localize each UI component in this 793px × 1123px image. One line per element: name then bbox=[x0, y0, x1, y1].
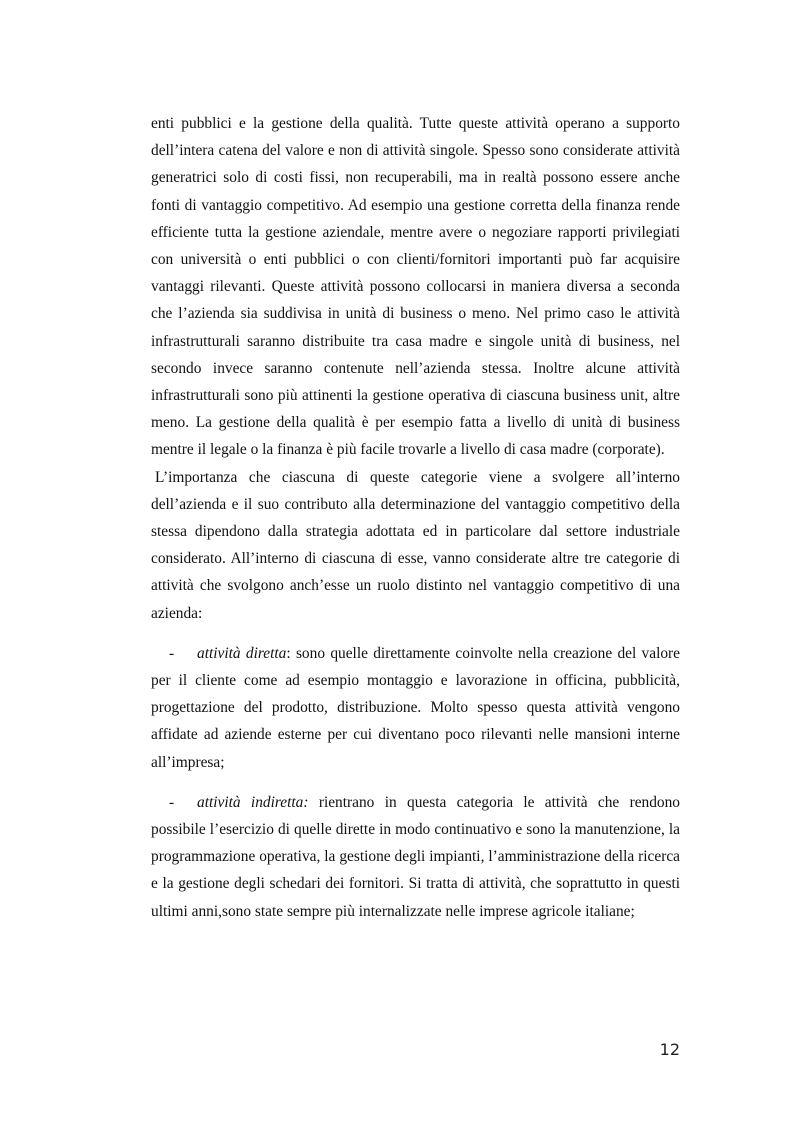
page-body bbox=[151, 110, 680, 925]
list-bullet: - bbox=[169, 644, 175, 662]
page-number: 12 bbox=[659, 1040, 680, 1059]
list-bullet: - bbox=[169, 793, 175, 811]
list-item bbox=[151, 789, 680, 925]
paragraph: L’importanza che ciascuna di queste categorie viene a svolgere all’interno dell’azienda e il suo contributo alla determinazione del vantaggio competitivo della stessa dipendono dalla strategia adottata ed in particolare dal settore industriale considerato. All’interno di ciascuna di esse, vanno considerate altre tre categorie di attività che svolgono anch’esse un ruolo distinto nel vantaggio competitivo di una azienda: bbox=[151, 468, 680, 622]
list-text: : sono quelle direttamente coinvolte nella creazione del valore per il cliente come ad esempio montaggio e lavorazione in officina, pubblicità, progettazione del prodotto, distribuzione. Molto spesso questa attività vengono affidate ad aziende esterne per cui diventano poco rilevanti nelle mansioni interne all’impresa; bbox=[151, 644, 680, 771]
list-term: attività indiretta: bbox=[197, 793, 309, 811]
paragraph: enti pubblici e la gestione della qualità. Tutte queste attività operano a supporto dell’intera catena del valore e non di attività singole. Spesso sono considerate attività generatrici solo di costi fissi, non recuperabili, ma in realtà possono essere anche fonti di vantaggio competitivo. Ad esempio una gestione corretta della finanza rende efficiente tutta la gestione aziendale, mentre avere o negoziare rapporti privilegiati con università o enti pubblici o con clienti/fornitori importanti può far acquisire vantaggi rilevanti. Queste attività possono collocarsi in maniera diversa a seconda che l’azienda sia suddivisa in unità di business o meno. Nel primo caso le attività infrastrutturali saranno distribuite tra casa madre e singole unità di business, nel secondo invece saranno contenute nell’azienda stessa. Inoltre alcune attività infrastrutturali sono più attinenti la gestione operativa di ciascuna business unit, altre meno. La gestione della qualità è per esempio fatta a livello di unità di business mentre il legale o la finanza è più facile trovarle a livello di casa madre (corporate). bbox=[151, 115, 680, 459]
list-text: rientrano in questa categoria le attività che rendono possibile l’esercizio di quelle dirette in modo continuativo e sono la manutenzione, la programmazione operativa, la gestione degli impianti, l’amministrazione della ricerca e la gestione degli schedari dei fornitori. Si tratta di attività, che soprattutto in questi ultimi anni,sono state sempre più internalizzate nelle imprese agricole italiane; bbox=[151, 793, 680, 920]
list-term: attività diretta bbox=[197, 644, 287, 662]
list-item bbox=[151, 640, 680, 776]
